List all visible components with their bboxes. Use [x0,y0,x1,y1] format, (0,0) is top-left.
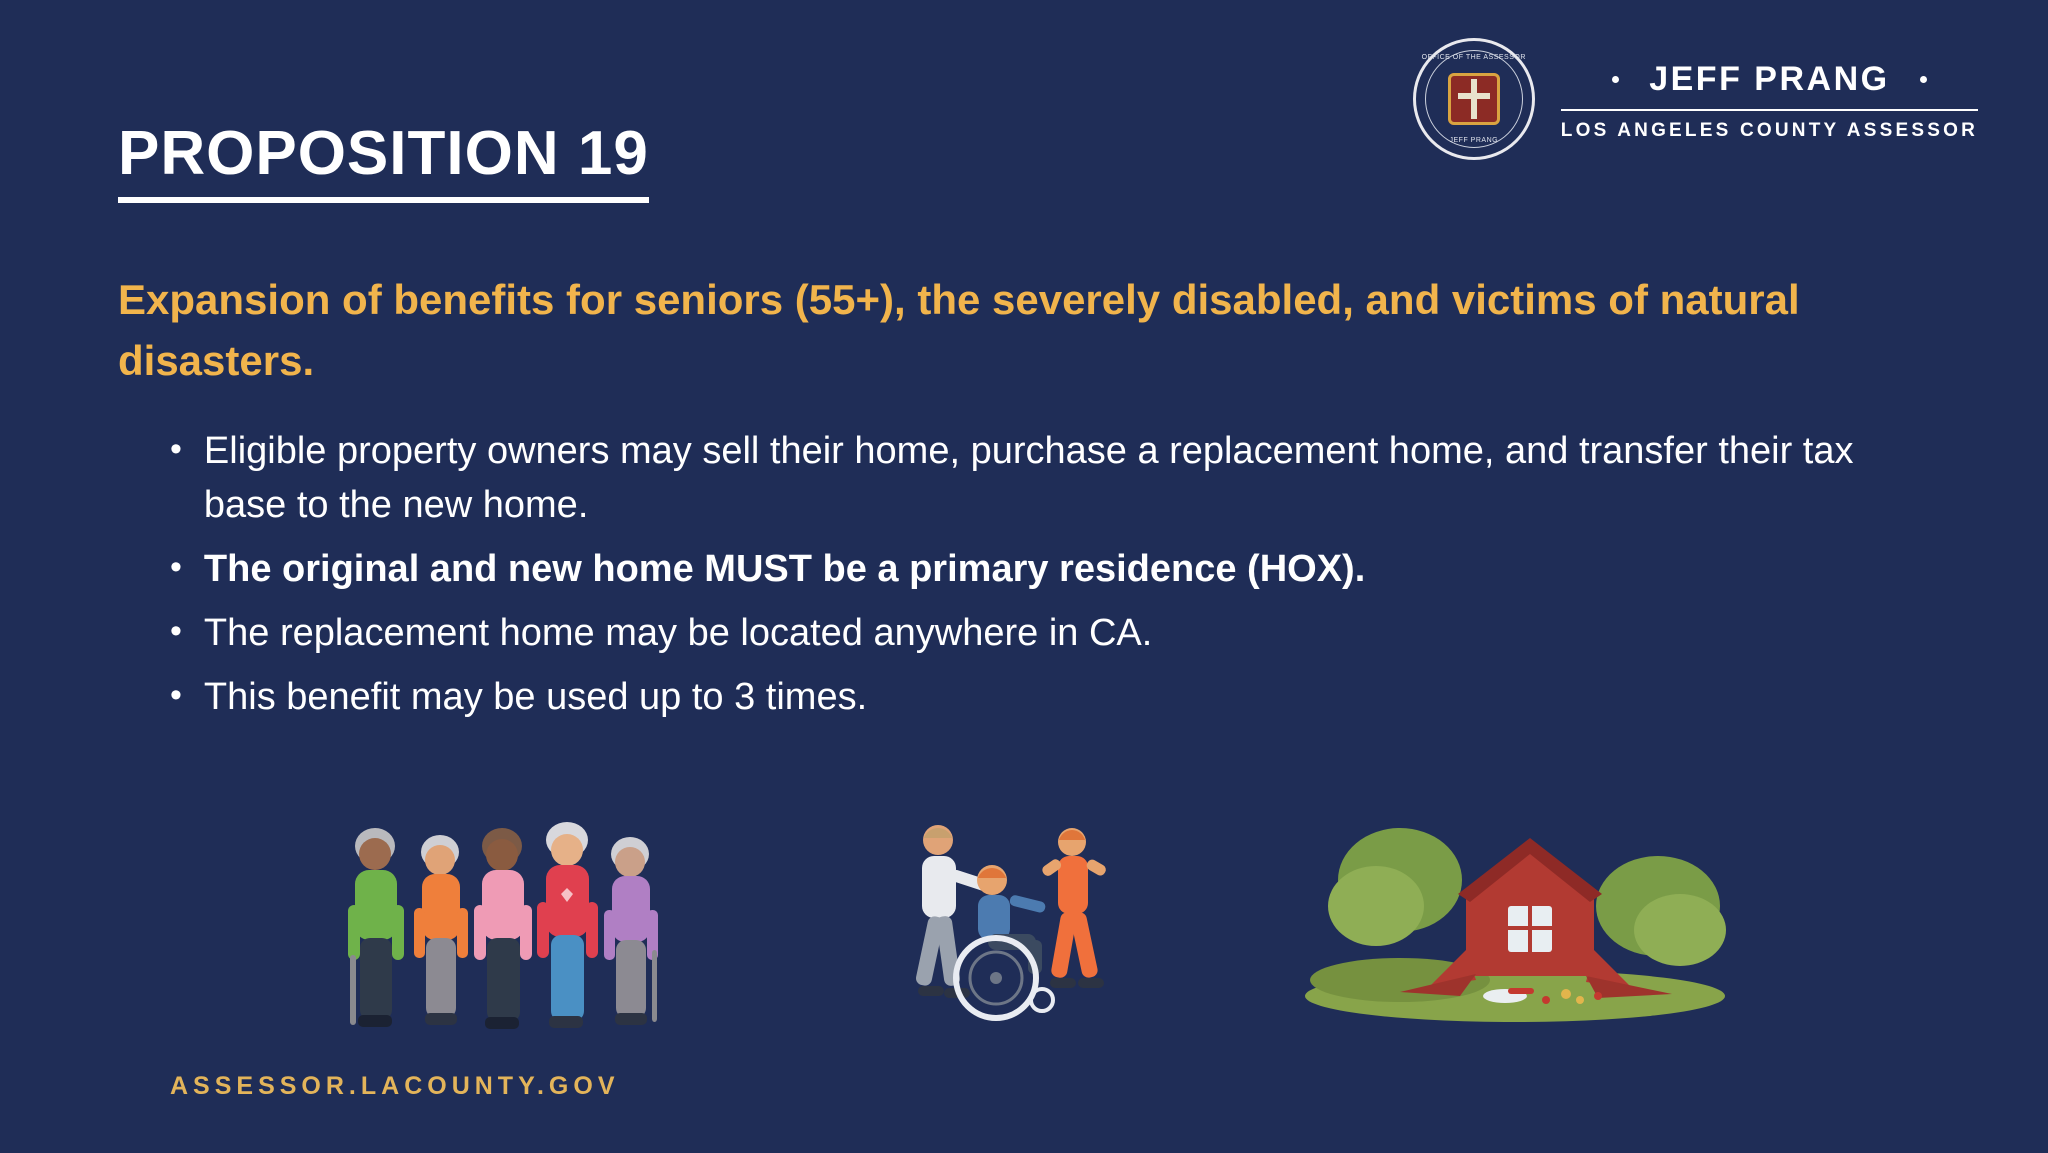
list-item [170,607,1930,661]
county-seal-icon [1413,38,1535,160]
illustration-row [0,800,2048,1050]
seal-bottom-label: JEFF PRANG [1449,137,1499,144]
subtitle: Expansion of benefits for seniors (55+), the severely disabled, and victims of natural disasters. [118,276,1800,384]
bullet-marker-icon: • [170,611,182,650]
list-item [170,543,1930,597]
brand-divider [1561,109,1978,111]
seal-top-label: OFFICE OF THE ASSESSOR [1421,54,1526,61]
bullet-marker-icon: • [170,547,182,586]
brand-text-block [1561,56,1978,142]
bullet-list [170,425,1930,735]
bullet-marker-icon: • [170,675,182,714]
bullet-dot-right-icon [1920,76,1927,83]
assessor-office-label: LOS ANGELES COUNTY ASSESSOR [1560,120,1978,141]
disaster-damaged-house-illustration [1280,810,1750,1030]
person-in-wheelchair-illustration [900,810,1120,1045]
bullet-dot-left-icon [1612,76,1619,83]
group-of-seniors-illustration [330,810,710,1045]
list-item-text: Eligible property owners may sell their home, purchase a replacement home, and transfer their tax base to the new home. [203,430,1854,526]
list-item-text: The replacement home may be located anywhere in CA. [203,611,1153,654]
assessor-name: JEFF PRANG [1649,60,1890,98]
list-item [170,425,1930,533]
brand-lockup [1413,38,1978,160]
bullet-marker-icon: • [170,430,182,468]
page-title: PROPOSITION 19 [118,118,649,203]
footer-url: ASSESSOR.LACOUNTY.GOV [170,1072,620,1100]
list-item [170,671,1930,725]
list-item-text: This benefit may be used up to 3 times. [203,675,868,718]
list-item-text: The original and new home MUST be a primary residence (HOX). [203,547,1366,590]
